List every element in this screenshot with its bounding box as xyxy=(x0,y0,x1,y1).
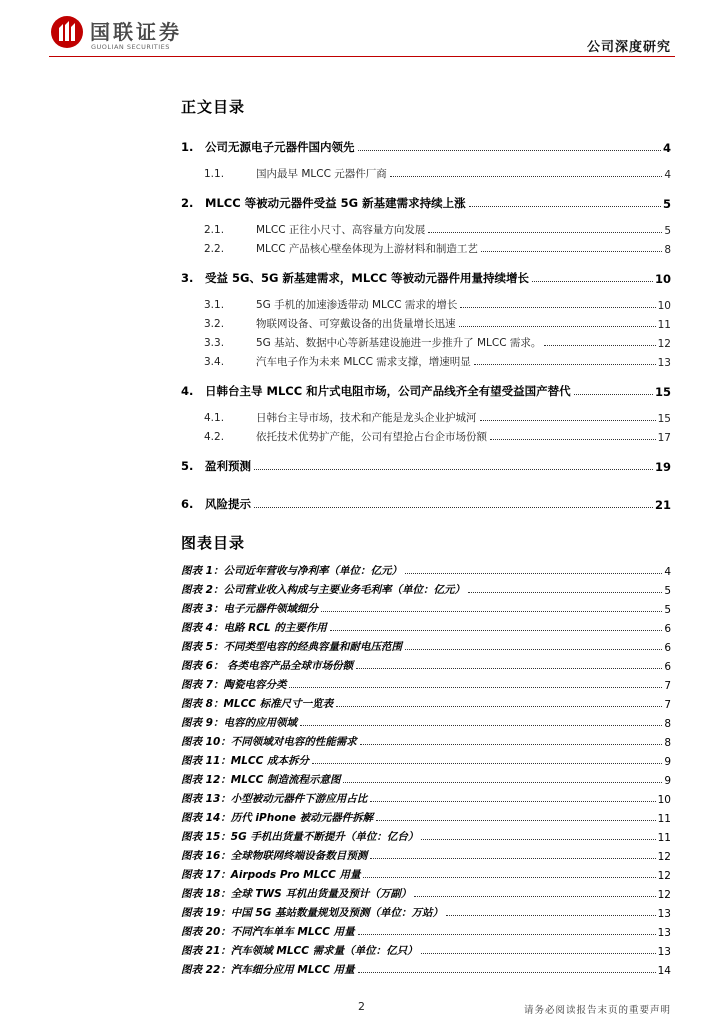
figure-entry[interactable]: 图表 16：全球物联网终端设备数目预测 12 xyxy=(181,850,671,863)
figure-entry[interactable]: 图表 17：Airpods Pro MLCC 用量 12 xyxy=(181,869,671,882)
figure-entry[interactable]: 图表 9：电容的应用领域 8 xyxy=(181,717,671,730)
header-divider xyxy=(49,56,675,57)
figure-entry[interactable]: 图表 21：汽车领域 MLCC 需求量（单位：亿只） 13 xyxy=(181,945,671,958)
disclaimer-note: 请务必阅读报告末页的重要声明 xyxy=(523,1005,671,1016)
figure-entry[interactable]: 图表 10：不同领域对电容的性能需求 8 xyxy=(181,736,671,749)
toc-entry-2[interactable]: 2. MLCC 等被动元器件受益 5G 新基建需求持续上涨 5 xyxy=(181,196,671,211)
figure-entry[interactable]: 图表 15：5G 手机出货量不断提升（单位：亿台） 11 xyxy=(181,831,671,844)
figure-entry[interactable]: 图表 7：陶瓷电容分类 7 xyxy=(181,679,671,692)
guolian-logo-icon xyxy=(50,15,84,49)
toc-entry-3[interactable]: 3. 受益 5G、5G 新基建需求，MLCC 等被动元器件用量持续增长 10 xyxy=(181,271,671,286)
toc-entry-2-1[interactable]: 2.1. MLCC 正往小尺寸、高容量方向发展 5 xyxy=(204,224,671,237)
toc-entry-3-2[interactable]: 3.2. 物联网设备、可穿戴设备的出货量增长迅速 11 xyxy=(204,318,671,331)
page-number: 2 xyxy=(358,1000,365,1013)
figure-entry[interactable]: 图表 5：不同类型电容的经典容量和耐电压范围 6 xyxy=(181,641,671,654)
logo-text-en: GUOLIAN SECURITIES xyxy=(91,43,170,51)
figure-entry[interactable]: 图表 11：MLCC 成本拆分 9 xyxy=(181,755,671,768)
figure-entry[interactable]: 图表 1：公司近年营收与净利率（单位：亿元） 4 xyxy=(181,565,671,578)
toc-entry-4-2[interactable]: 4.2. 依托技术优势扩产能，公司有望抢占台企市场份额 17 xyxy=(204,431,671,444)
figure-entry[interactable]: 图表 8：MLCC 标准尺寸一览表 7 xyxy=(181,698,671,711)
figure-entry[interactable]: 图表 20：不同汽车单车 MLCC 用量 13 xyxy=(181,926,671,939)
toc-entry-4[interactable]: 4. 日韩台主导 MLCC 和片式电阻市场，公司产品线齐全有望受益国产替代 15 xyxy=(181,384,671,399)
logo-text-cn: 国联证券 xyxy=(90,20,182,44)
toc-title: 正文目录 xyxy=(181,98,246,116)
toc-entry-4-1[interactable]: 4.1. 日韩台主导市场，技术和产能是龙头企业护城河 15 xyxy=(204,412,671,425)
figure-entry[interactable]: 图表 6： 各类电容产品全球市场份额 6 xyxy=(181,660,671,673)
toc-entry-3-3[interactable]: 3.3. 5G 基站、数据中心等新基建设施进一步推升了 MLCC 需求。 12 xyxy=(204,337,671,350)
figure-entry[interactable]: 图表 4：电路 RCL 的主要作用 6 xyxy=(181,622,671,635)
figure-entry[interactable]: 图表 2：公司营业收入构成与主要业务毛利率（单位：亿元） 5 xyxy=(181,584,671,597)
figure-entry[interactable]: 图表 19：中国 5G 基站数量规划及预测（单位：万站） 13 xyxy=(181,907,671,920)
toc-entry-1-1[interactable]: 1.1. 国内最早 MLCC 元器件厂商 4 xyxy=(204,168,671,181)
figure-entry[interactable]: 图表 3：电子元器件领域细分 5 xyxy=(181,603,671,616)
toc-entry-5[interactable]: 5. 盈利预测 19 xyxy=(181,459,671,474)
toc-entry-3-4[interactable]: 3.4. 汽车电子作为未来 MLCC 需求支撑，增速明显 13 xyxy=(204,356,671,369)
toc-entry-3-1[interactable]: 3.1. 5G 手机的加速渗透带动 MLCC 需求的增长 10 xyxy=(204,299,671,312)
figure-entry[interactable]: 图表 12：MLCC 制造流程示意图 9 xyxy=(181,774,671,787)
page-header xyxy=(0,0,724,62)
figure-entry[interactable]: 图表 13：小型被动元器件下游应用占比 10 xyxy=(181,793,671,806)
figure-entry[interactable]: 图表 14：历代 iPhone 被动元器件拆解 11 xyxy=(181,812,671,825)
toc-entry-2-2[interactable]: 2.2. MLCC 产品核心壁垒体现为上游材料和制造工艺 8 xyxy=(204,243,671,256)
figure-entry[interactable]: 图表 22：汽车细分应用 MLCC 用量 14 xyxy=(181,964,671,977)
figure-entry[interactable]: 图表 18：全球 TWS 耳机出货量及预计（万副） 12 xyxy=(181,888,671,901)
report-type-label: 公司深度研究 xyxy=(586,40,671,55)
toc-entry-1[interactable]: 1. 公司无源电子元器件国内领先 4 xyxy=(181,140,671,155)
figures-title: 图表目录 xyxy=(181,534,246,552)
toc-entry-6[interactable]: 6. 风险提示 21 xyxy=(181,497,671,512)
